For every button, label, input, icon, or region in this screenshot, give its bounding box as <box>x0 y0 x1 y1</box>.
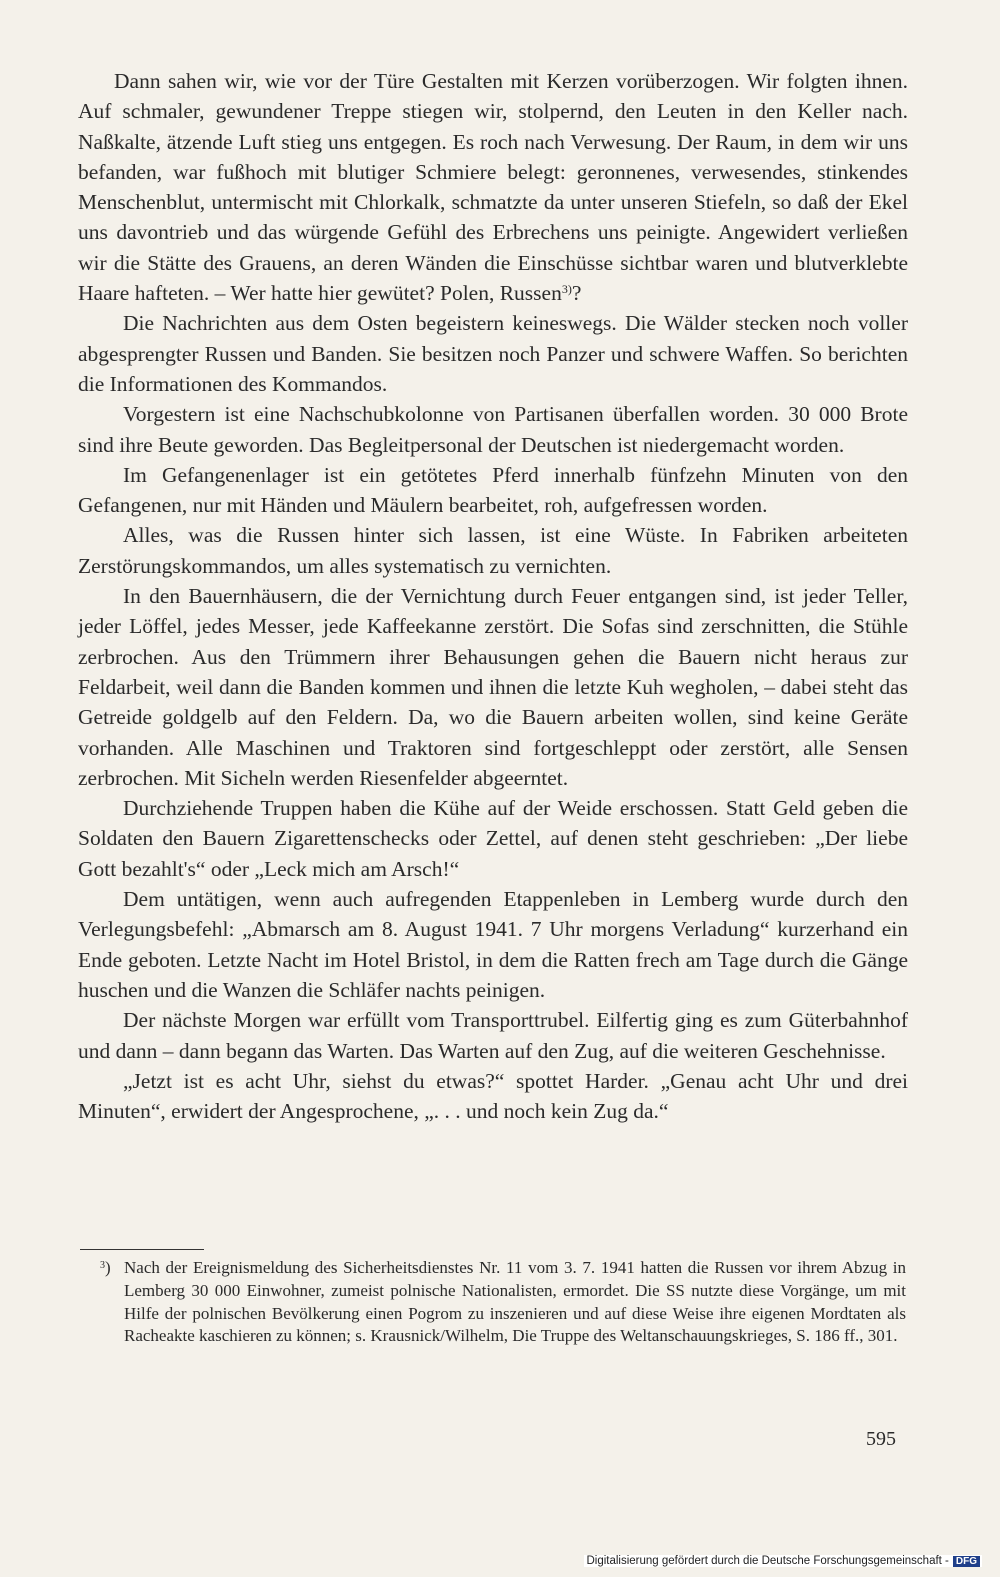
paragraph-8: Dem untätigen, wenn auch aufregenden Etappenleben in Lemberg wurde durch den Verlegungsbefehl: „Abmarsch am 8. August 1941. 7 Uhr morgens Verladung“ kurzerhand ein Ende geboten. Letzte Nacht im Hotel Bristol, in dem die Ratten frech am Tage durch die Gänge huschen und die Wanzen die Schläfer nachts peinigen. <box>78 887 908 1002</box>
footnote-text: Nach der Ereignismeldung des Sicherheitsdienstes Nr. 11 vom 3. 7. 1941 hatten die Russen vor ihrem Abzug in Lemberg 30 000 Einwohner, zumeist polnische Nationalisten, ermordet. Die SS nutzte diese Vorgänge, um mit Hilfe der polnischen Bevölkerung einen Pogrom zu inszenieren und auf diese Weise ihre eigenen Mordtaten als Racheakte kaschieren zu können; s. Krausnick/Wilhelm, Die Truppe des Weltanschauungskrieges, S. 186 ff., 301. <box>124 1258 906 1346</box>
digitization-credit <box>584 1555 982 1567</box>
paragraph-5: Alles, was die Russen hinter sich lassen, ist eine Wüste. In Fabriken arbeiteten Zerstörungskommandos, um alles systematisch zu vernichten. <box>78 523 908 578</box>
footnote-marker <box>100 1257 111 1280</box>
paragraph-4: Im Gefangenenlager ist ein getötetes Pferd innerhalb fünfzehn Minuten von den Gefangenen, nur mit Händen und Mäulern bearbeitet, roh, aufgefressen worden. <box>78 462 908 518</box>
footnote-paren: ) <box>105 1258 111 1277</box>
credit-text: Digitalisierung gefördert durch die Deutsche Forschungsgemeinschaft - <box>586 1555 949 1567</box>
paragraph-10: „Jetzt ist es acht Uhr, siehst du etwas?“ spottet Harder. „Genau acht Uhr und drei Minuten“, erwidert der Angesprochene, „. . . und noch kein Zug da.“ <box>78 1068 908 1124</box>
paragraph-2: Die Nachrichten aus dem Osten begeistern keineswegs. Die Wälder stecken noch voller abgesprengter Russen und Banden. Sie besitzen noch Panzer und schwere Waffen. So berichten die Informationen des Kommandos. <box>78 311 908 396</box>
dfg-logo: DFG <box>953 1556 980 1567</box>
footnote-number: 3 <box>100 1260 105 1271</box>
page-number: 595 <box>866 1428 896 1450</box>
paragraph-1 <box>78 66 908 308</box>
footnote-reference: 3) <box>561 282 572 297</box>
paragraph-1-end: ? <box>571 281 582 306</box>
paragraph-9: Der nächste Morgen war erfüllt vom Transporttrubel. Eilfertig ging es zum Güterbahnhof und dann – dann begann das Warten. Das Warten auf den Zug, auf die weiteren Geschehnisse. <box>78 1008 908 1063</box>
footnote-divider <box>80 1249 204 1250</box>
footnote <box>84 1257 906 1348</box>
paragraph-1-text: Dann sahen wir, wie vor der Türe Gestalten mit Kerzen vorüberzogen. Wir folgten ihnen. Auf schmaler, gewundener Treppe stiegen wir, stolpernd, den Leuten in den Keller nach. Naßkalte, ätzende Luft stieg uns entgegen. Es roch nach Verwesung. Der Raum, in dem wir uns befanden, war fußhoch mit blutiger Schmiere belegt: geronnenes, verwesendes, stinkendes Menschenblut, untermischt mit Chlorkalk, schmatzte da unter unseren Stiefeln, so daß der Ekel uns davontrieb und das würgende Gefühl des Erbrechens uns peinigte. Angewidert verließen wir die Stätte des Grauens, an deren Wänden die Einschüsse sichtbar waren und blutverklebte Haare hafteten. – Wer hatte hier gewütet? Polen, Russen <box>78 69 908 306</box>
paragraph-6: In den Bauernhäusern, die der Vernichtung durch Feuer entgangen sind, ist jeder Teller, jeder Löffel, jedes Messer, jede Kaffeekanne zerstört. Die Sofas sind zerschnitten, die Stühle zerbrochen. Aus den Trümmern ihrer Behausungen gehen die Bauern nicht heraus zur Feldarbeit, weil dann die Banden kommen und ihnen die letzte Kuh wegholen, – dabei steht das Getreide goldgelb auf den Feldern. Da, wo die Bauern arbeiten wollen, sind keine Geräte vorhanden. Alle Maschinen und Traktoren sind fortgeschleppt oder zerstört, alle Sensen zerbrochen. Mit Sicheln werden Riesenfelder abgeerntet. <box>78 584 908 790</box>
paragraph-7: Durchziehende Truppen haben die Kühe auf der Weide erschossen. Statt Geld geben die Soldaten den Bauern Zigarettenschecks oder Zettel, auf denen steht geschrieben: „Der liebe Gott bezahlt's“ oder „Leck mich am Arsch!“ <box>78 796 908 881</box>
main-text <box>78 66 908 1126</box>
paragraph-3: Vorgestern ist eine Nachschubkolonne von Partisanen überfallen worden. 30 000 Brote sind ihre Beute geworden. Das Begleitpersonal der Deutschen ist niedergemacht worden. <box>78 402 908 457</box>
